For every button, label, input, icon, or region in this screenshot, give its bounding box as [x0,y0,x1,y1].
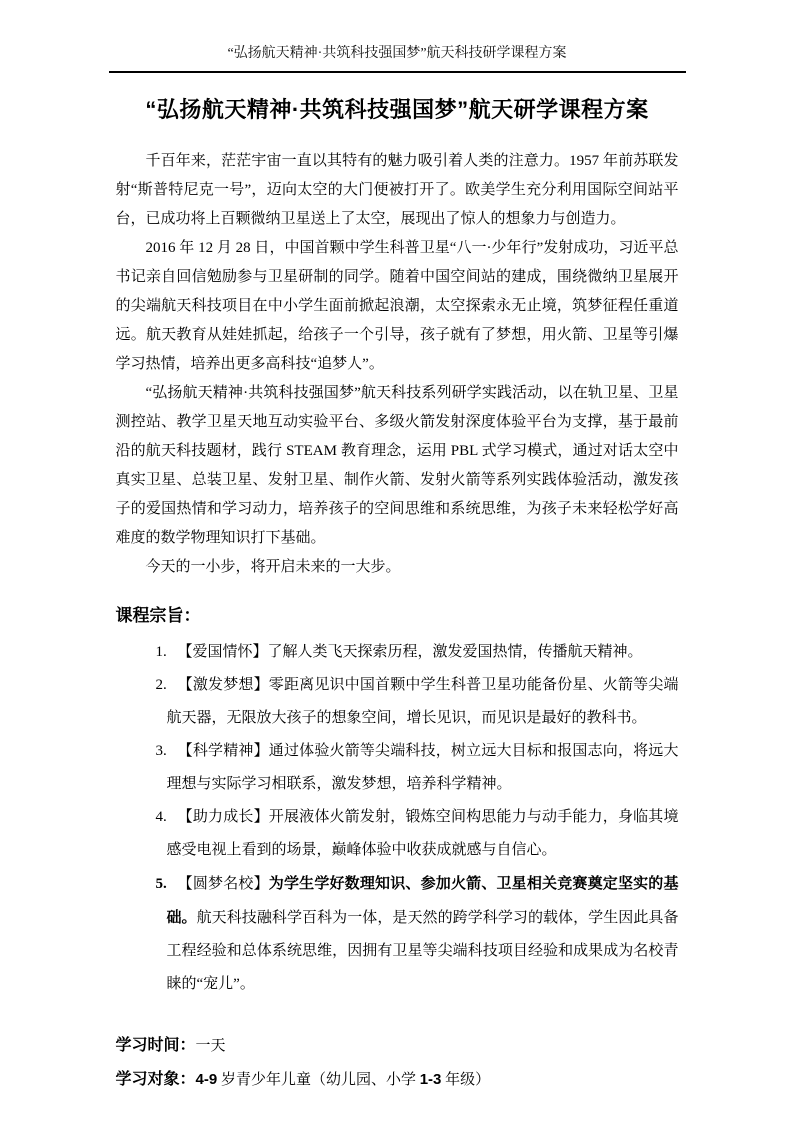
list-item-text: 通过体验火箭等尖端科技，树立远大目标和报国志向，将远大理想与实际学习相联系，激发梦想，培养科学精神。 [166,743,679,792]
list-item-text: 了解人类飞天探索历程，激发爱国热情，传播航天精神。 [267,644,643,660]
list-item-number: 2. [155,677,167,693]
list-item-tag: 【激发梦想】 [177,677,269,693]
section-heading-course-goals: 课程宗旨： [115,606,201,625]
list-item-number: 4. [155,809,167,825]
list-item-number: 3. [155,743,167,759]
page-header-text: “弘扬航天精神·共筑科技强国梦”航天科技研学课程方案 [227,46,567,61]
list-item-number: 5. [155,876,167,892]
list-item-tag: 【科学精神】 [177,743,269,759]
study-target-grade-range: 1-3 [419,1071,442,1088]
intro-paragraph-3: “弘扬航天精神·共筑科技强国梦”航天科技系列研学实践活动，以在轨卫星、卫星测控站、教学卫星天地互动实验平台、多级火箭发射深度体验平台为支撑，基于最前沿的航天科技题材，践行 STEAM 教育理念，运用 PBL 式学习模式，通过对话太空中真实卫星、总装卫星、发射卫星、制作火箭、发射火箭等系列实践体验活动，激发孩子的爱国热情和学习动力，培养孩子的空间思维和系统思维，为孩子未来轻松学好高难度的数学物理知识打下基础。 [115,385,679,546]
course-goal-list [116,636,679,1001]
study-time-label: 学习时间： [115,1037,196,1054]
course-info-block [116,1029,679,1097]
list-item-text: 开展液体火箭发射，锻炼空间构思能力与动手能力，身临其境感受电视上看到的场景，巅峰体验中收获成就感与自信心。 [166,809,679,858]
list-item-text: 零距离见识中国首颗中学生科普卫星功能备份星、火箭等尖端航天器，无限放大孩子的想象空间，增长见识，而见识是最好的教科书。 [166,677,679,726]
list-item [116,801,679,867]
list-item-tag: 【爱国情怀】 [177,644,268,660]
study-target-suffix: 年级） [441,1072,491,1088]
document-body [116,147,679,1097]
study-target-age-range: 4-9 [195,1071,218,1088]
study-time-line [116,1029,679,1063]
list-item-tag: 【圆梦名校】 [177,876,269,892]
list-item [116,735,679,801]
list-item [116,867,679,1001]
study-target-label: 学习对象： [115,1071,196,1088]
list-item [116,669,679,735]
study-time-value: 一天 [195,1038,226,1054]
list-item-text: 航天科技融科学百科为一体，是天然的跨学科学习的载体，学生因此具备工程经验和总体系统思维，因拥有卫星等尖端科技项目经验和成果成为名校青睐的“宠儿”。 [166,910,679,992]
document-title: “弘扬航天精神·共筑科技强国梦”航天研学课程方案 [145,97,649,122]
list-item-bold-text: 为学生学好数理知识、参加火箭、卫星相关竞赛奠定坚实的基础。 [166,875,679,926]
list-item-tag: 【助力成长】 [177,809,269,825]
study-target-mid-text: 岁青少年儿童（幼儿园、小学 [217,1072,420,1088]
intro-paragraph-1: 千百年来，茫茫宇宙一直以其特有的魅力吸引着人类的注意力。1957 年前苏联发射“斯普特尼克一号”，迈向太空的大门便被打开了。欧美学生充分利用国际空间站平台，已成功将上百颗微纳卫星送上了太空，展现出了惊人的想象力与创造力。 [115,153,679,227]
study-target-line [116,1063,679,1097]
list-item-number: 1. [155,644,167,660]
intro-paragraph-4: 今天的一小步，将开启未来的一大步。 [145,559,401,575]
page-header [109,0,686,73]
list-item [116,636,679,669]
intro-paragraph-2: 2016 年 12 月 28 日，中国首颗中学生科普卫星“八一·少年行”发射成功，习近平总书记亲自回信勉励参与卫星研制的同学。随着中国空间站的建成，围绕微纳卫星展开的尖端航天科技项目在中小学生面前掀起浪潮，太空探索永无止境，筑梦征程任重道远。航天教育从娃娃抓起，给孩子一个引导，孩子就有了梦想，用火箭、卫星等引爆学习热情，培养出更多高科技“追梦人”。 [115,240,679,372]
